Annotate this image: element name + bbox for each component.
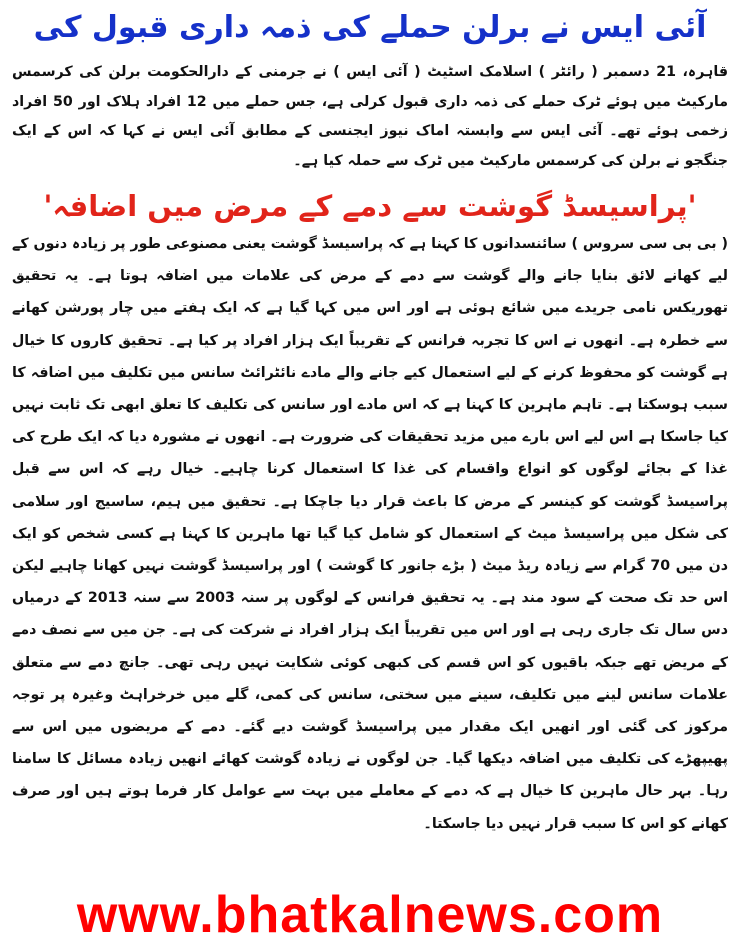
article-isis-berlin-body: قاہرہ، 21 دسمبر ( رائٹر ) اسلامک اسٹیٹ ( آئی ایس ) نے جرمنی کے دارالحکومت برلن کی کرسمس مارکیٹ میں ہوئے ٹرک حملے کی ذمہ داری قبول کرلی ہے، جس حملے میں 12 افراد ہلاک اور 50 افراد زخمی ہوئے تھے۔ آئی ایس سے وابستہ اماک نیوز ایجنسی کے مطابق آئی ایس نے کہا کہ اس کے ایک جنگجو نے برلن کی کرسمس مارکیٹ میں ٹرک سے حملہ کیا ہے۔ [12,64,729,169]
headline-processed-meat-asthma: 'پراسیسڈ گوشت سے دمے کے مرض میں اضافہ' [43,189,697,223]
article-processed-meat-body: ( بی بی سی سروس ) سائنسدانوں کا کہنا ہے کہ پراسیسڈ گوشت یعنی مصنوعی طور پر زیادہ دنوں کے لیے کھانے لائق بنایا جانے والے گوشت سے دمے کے مرض کی علامات میں اضافہ ہوتا ہے۔ یہ تحقیق تھوریکس نامی جریدے میں شائع ہوئی ہے اور اس میں کہا گیا ہے کہ ایک ہفتے میں چار پورشن کھانے سے خطرہ ہے۔ انھوں نے اس کا تجربہ فرانس کے تقریباً ایک ہزار افراد پر کیا ہے۔ تحقیق کاروں کا خیال ہے گوشت کو محفوظ کرنے کے لیے استعمال کیے جانے والے مادے نائٹرائٹ سانس میں تکلیف میں اضافہ کا سبب ہوسکتا ہے۔ تاہم ماہرین کا کہنا ہے کہ اس مادے اور سانس کی تکلیف کا تعلق ابھی تک ثابت نہیں کیا جاسکا ہے اس لیے اس بارے میں مزید تحقیقات کی ضرورت ہے۔ انھوں نے مشورہ دیا کہ ایک طرح کی غذا کے بجائے لوگوں کو انواع واقسام کی غذا کا استعمال کرنا چاہیے۔ خیال رہے کہ اس سے قبل پراسیسڈ گوشت کو کینسر کے مرض کا باعث قرار دیا جاچکا ہے۔ تحقیق میں ہیم، ساسیج اور سلامی کی شکل میں پراسیسڈ میٹ کے استعمال کو شامل کیا گیا تھا ماہرین کا کہنا ہے کسی شخص کو ایک دن میں 70 گرام سے زیادہ ریڈ میٹ ( بڑے جانور کا گوشت ) اور پراسیسڈ گوشت نہیں کھانا چاہیے لیکن اس حد تک صحت کے سود مند ہے۔ یہ تحقیق فرانس کے لوگوں پر سنہ 2003 سے سنہ 2013 کے درمیاں دس سال تک جاری رہی ہے اور اس میں تقریباً ایک ہزار افراد نے شرکت کی ہے۔ جن میں سے نصف دمے کے مریض تھے جبکہ باقیوں کو اس قسم کی کبھی کوئی شکایت نہیں رہی تھی۔ جانچ دمے سے متعلق علامات سانس لینے میں تکلیف، سینے میں سختی، سانس کی کمی، گلے میں خرخراہٹ وغیرہ پر توجہ مرکوز کی گئی اور انھیں ایک مقدار میں پراسیسڈ گوشت دیے گئے۔ دمے کے مریضوں میں اس سے پھیپھڑے کی تکلیف میں اضافہ دیکھا گیا۔ جن لوگوں نے زیادہ گوشت کھائے انھیں زیادہ مسائل کا سامنا رہا۔ بہر حال ماہرین کا خیال ہے کہ دمے کے معاملے میں بہت سے عوامل کار فرما ہوتے ہیں اور صرف کھانے کو اس کا سبب قرار نہیں دیا جاسکتا۔ [12,236,729,832]
headline-isis-berlin-attack: آئی ایس نے برلن حملے کی ذمہ داری قبول کی [33,10,707,45]
website-url-footer: www.bhatkalnews.com [76,886,664,944]
